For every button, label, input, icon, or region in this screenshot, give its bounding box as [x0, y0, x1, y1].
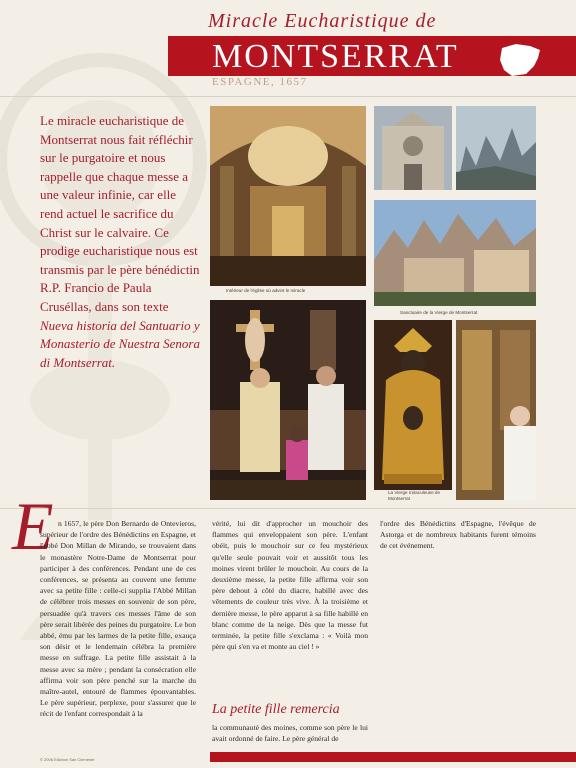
miracle-painting-photo: [210, 300, 366, 500]
header-country: ESPAGNE, 1657: [212, 76, 308, 88]
page-title: MONTSERRAT: [212, 38, 459, 75]
mountains-photo: [456, 106, 536, 190]
footer-band: [210, 752, 576, 762]
body-column-1: n 1657, le père Don Bernardo de Ontevieros, supérieur de l'ordre des Bénédictins en Espagne, et l'abbé Don Millan de Mirando, se trouvaient dans le monastère Notre-Dame de Montserrat pour participer à des conférences. Pendant une de ces conférences, se présenta au couvent une femme avec sa petite fille : celle-ci supplia l'Abbé Millan de célébrer trois messes en souvenir de son père, persuadée qu'à travers ces messes l'âme de son père serait libérée des peines du purgatoire. Le bon abbé, ému par les larmes de la petite fille, exauça son désir et le lendemain célébra la première messe en suffrage. La petite fille assistait à la messe avec sa mère ; pendant la consécration elle affirma voir son père penché sur la marche du maître-autel, entouré de flammes épouvantables. Le père supérieur, perplexe, pour s'assurer que le récit de l'enfant correspondait à la: [40, 519, 196, 719]
monastery-facade-photo: [374, 106, 452, 190]
divider: [0, 96, 576, 97]
pope-visit-photo: [456, 320, 536, 500]
intro-plain: Le miracle eucharistique de Montserrat nous fait réfléchir sur le purgatoire et nous rappelle que chaque messe a une valeur infinie, car elle rend actuel le sacrifice du Christ sur le calvaire. Ce prodige eucharistique nous est transmis par le père bénédictin R.P. Francio de Paula Cruséllas, dans son texte: [40, 113, 200, 314]
virgin-statue-photo: [374, 320, 452, 490]
caption-church: Intérieur de l'église où advint le miracle: [226, 288, 306, 293]
sanctuary-photo: [374, 200, 536, 306]
copyright-text: © 2006 Edizioni San Clemente: [40, 757, 95, 762]
caption-sanctuary: Sanctuaire de la Vierge de Montserrat: [400, 310, 478, 315]
pull-quote: La petite fille remercia: [212, 702, 340, 717]
drop-cap: E: [12, 488, 54, 564]
intro-italic: Nueva historia del Santuario y Monasterio de Nuestra Senora di Montserrat.: [40, 317, 200, 370]
church-interior-photo: [210, 106, 366, 286]
caption-virgin: La Vierge miraculeuse de Montserrat: [388, 490, 441, 501]
body-column-2-end: la communauté des moines, comme son père le lui avait ordonné de faire. Le père général de: [212, 723, 368, 744]
body-column-2: vérité, lui dit d'approcher un mouchoir des flammes qui enveloppaient son père. L'enfant obéit, puis le mouchoir sur ce feu mystérieux qu'elle seule pouvait voir et aussitôt tous les moines virent brûler le mouchoir. Au cours de la deuxième messe, la petite fille affirma voir son père debout à côté du diacre, habillé avec des vêtements de couleur très vive. À la troisième et dernière messe, le père apparut à sa fille habillé en blanc comme de la neige. Dès que la messe fut terminée, la petite fille s'exclama : « Voilà mon père qui s'en va et monte au ciel ! »: [212, 519, 368, 652]
body-column-3: l'ordre des Bénédictins d'Espagne, l'évêque de Astorga et de nombreux habitants furent témoins de cet événement.: [380, 519, 536, 551]
divider: [0, 508, 576, 509]
intro-text: [40, 112, 202, 372]
header-subtitle: Miracle Eucharistique de: [208, 10, 437, 32]
spain-map-icon: [496, 40, 544, 80]
